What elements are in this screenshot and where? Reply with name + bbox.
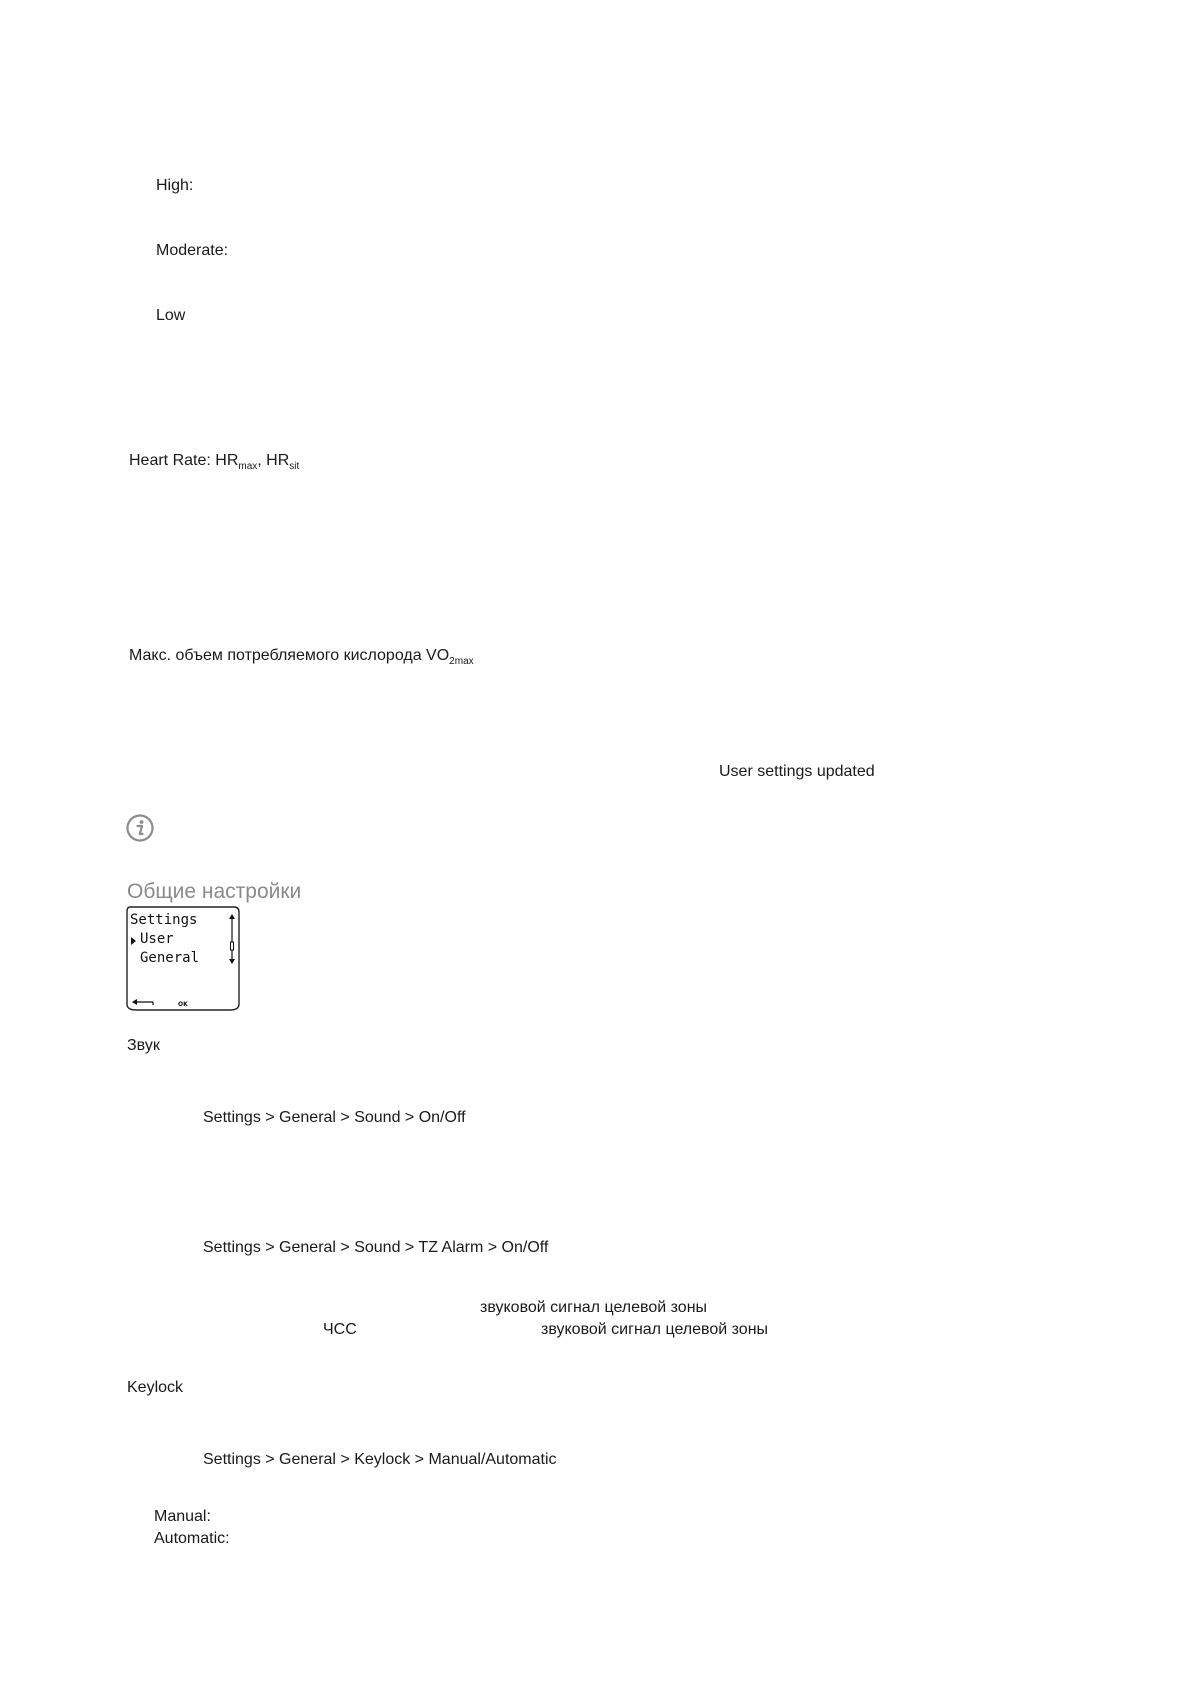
hr-max-subscript: max	[238, 461, 258, 472]
tz-alarm-text-2: звуковой сигнал целевой зоны	[541, 1321, 769, 1338]
sound-heading: Звук	[127, 1037, 160, 1054]
sound-path-1: Settings > General > Sound > On/Off	[203, 1109, 466, 1126]
tz-alarm-text-1: звуковой сигнал целевой зоны	[480, 1299, 708, 1316]
general-settings-heading: Общие настройки	[127, 880, 302, 903]
hr-text: ЧСС	[323, 1321, 357, 1338]
device-item-user: User	[140, 931, 174, 947]
ok-icon: OK	[178, 1001, 188, 1008]
device-title: Settings	[130, 912, 198, 928]
device-screen	[126, 906, 240, 1012]
user-settings-updated-text: User settings updated	[719, 763, 875, 780]
level-low-label: Low	[156, 307, 186, 324]
heart-rate-label	[129, 451, 299, 471]
keylock-heading: Keylock	[127, 1379, 184, 1396]
sound-path-2: Settings > General > Sound > TZ Alarm > On/Off	[203, 1239, 549, 1256]
level-moderate-label: Moderate:	[156, 242, 229, 259]
heart-rate-prefix: Heart Rate: HR	[129, 452, 239, 469]
info-icon	[126, 814, 154, 842]
vo2-prefix: Макс. объем потребляемого кислорода VO	[129, 647, 450, 664]
hr-sit-subscript: sit	[289, 461, 300, 472]
heart-rate-separator: , HR	[257, 452, 290, 469]
vo2-subscript: 2max	[449, 656, 474, 667]
keylock-path: Settings > General > Keylock > Manual/Automatic	[203, 1451, 557, 1468]
vo2max-label	[129, 646, 474, 666]
keylock-manual-label: Manual:	[154, 1508, 211, 1525]
device-item-general: General	[140, 950, 200, 966]
keylock-automatic-label: Automatic:	[154, 1530, 230, 1547]
level-high-label: High:	[156, 177, 194, 194]
